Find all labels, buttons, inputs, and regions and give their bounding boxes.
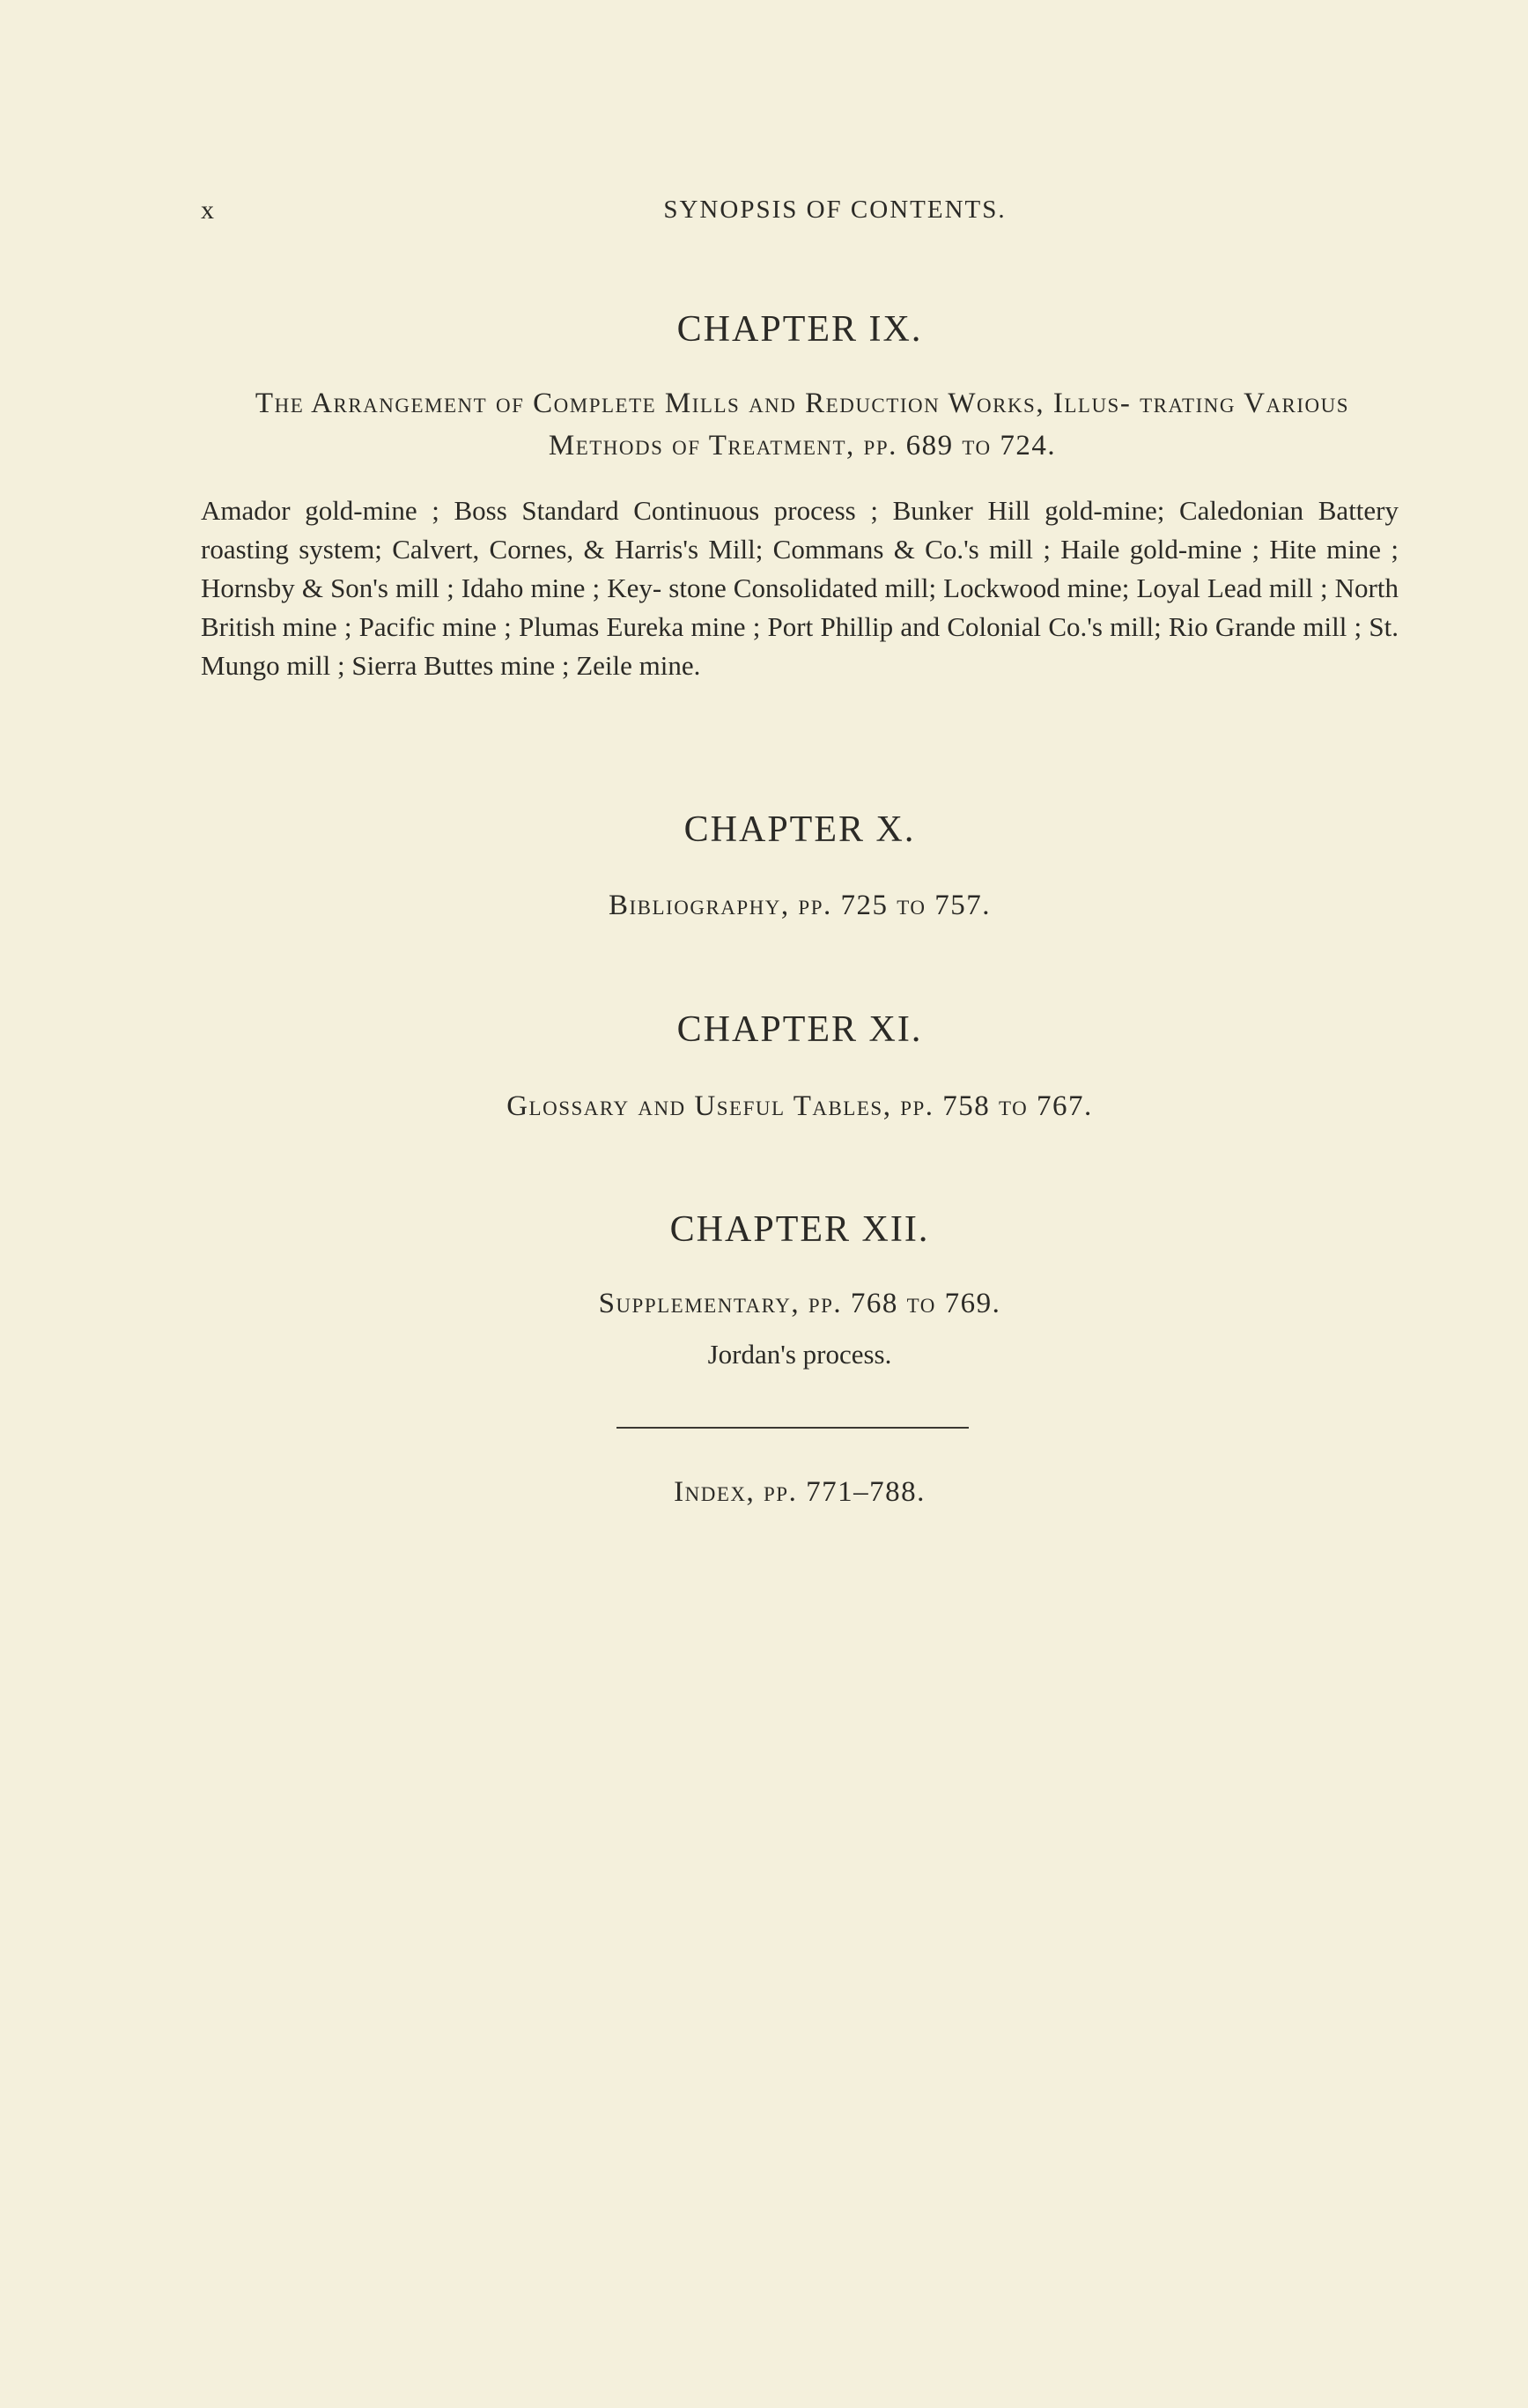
section-divider	[616, 1427, 969, 1429]
running-head	[201, 196, 1399, 240]
chapter-ix-body-block	[201, 491, 1399, 685]
chapter-xii-title: Supplementary, pp. 768 to 769.	[598, 1288, 1001, 1319]
chapter-xii-title-block	[201, 1282, 1399, 1325]
chapter-xii-heading-block	[201, 1208, 1399, 1251]
chapter-xi-heading-block	[201, 1008, 1399, 1051]
page-number: x	[201, 196, 215, 225]
chapter-ix-heading: CHAPTER IX.	[676, 309, 923, 350]
chapter-xii-heading: CHAPTER XII.	[669, 1209, 930, 1250]
chapter-ix-title: The Arrangement of Complete Mills and Reduction Works, Illus- trating Various Methods of Treatment, pp. 689 to 724.	[255, 388, 1350, 462]
running-title: SYNOPSIS OF CONTENTS.	[663, 196, 1007, 224]
chapter-x-title-block	[201, 884, 1399, 927]
chapter-ix-title-block	[208, 382, 1397, 467]
chapter-xi-title-block	[201, 1085, 1399, 1127]
chapter-xi-heading: CHAPTER XI.	[676, 1009, 923, 1050]
index-block	[201, 1471, 1399, 1513]
chapter-xii-body: Jordan's process.	[707, 1339, 892, 1370]
chapter-ix-heading-block	[201, 308, 1399, 351]
chapter-x-heading-block	[201, 809, 1399, 851]
chapter-xii-body-block	[201, 1339, 1399, 1370]
chapter-xi-title: Glossary and Useful Tables, pp. 758 to 767.	[506, 1090, 1093, 1122]
index-entry: Index, pp. 771–788.	[674, 1476, 926, 1508]
chapter-x-title: Bibliography, pp. 725 to 757.	[609, 890, 991, 921]
chapter-x-heading: CHAPTER X.	[683, 809, 916, 850]
chapter-ix-body: Amador gold-mine ; Boss Standard Continuous process ; Bunker Hill gold-mine; Caledonian Battery roasting system; Calvert, Cornes, & Harris's Mill; Commans & Co.'s mill ; Haile gold-mine ; Hite mine ; Hornsby & Son's mill ; Idaho mine ; Key- stone Consolidated mill; Lockwood mine; Loyal Lead mill ; North British mine ; Pacific mine ; Plumas Eureka mine ; Port Phillip and Colonial Co.'s mill; Rio Grande mill ; St. Mungo mill ; Sierra Buttes mine ; Zeile mine.	[201, 495, 1399, 681]
